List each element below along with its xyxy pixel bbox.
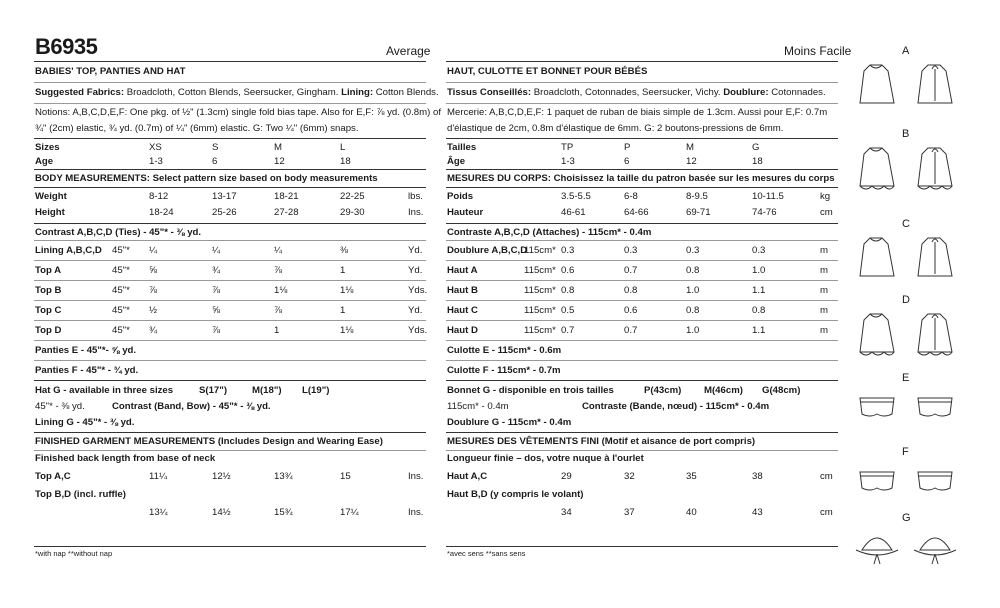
size-1: P (624, 142, 631, 153)
height-3: 29-30 (340, 207, 365, 218)
view-c-sketch (852, 230, 982, 286)
top-bd-value: 34 (561, 507, 572, 518)
panties-e-row (446, 341, 838, 361)
yardage-row (34, 321, 426, 341)
yardage-value: 1 (274, 325, 280, 336)
yardage-unit: m (820, 245, 828, 256)
weight-height-row (446, 188, 838, 224)
panties-e-row (34, 341, 426, 361)
notions-line-2: ¾" (2cm) elastic, ¾ yd. (0.7m) of ¼" (6mm) elastic. G: Two ¼" (6mm) snaps. (35, 123, 359, 134)
panties-f-row (446, 361, 838, 381)
weight-2: 8-9.5 (686, 191, 708, 202)
yardage-row (446, 301, 838, 321)
body-measurements-heading: MESURES DU CORPS: Choisissez la taille du patron basée sur les mesures du corps (447, 173, 835, 184)
fabric-width: 115cm* (524, 305, 556, 316)
yardage-value: 0.6 (561, 265, 575, 276)
size-0: XS (149, 142, 162, 153)
fabrics-label: Suggested Fabrics: (35, 87, 125, 98)
hat-row (34, 381, 426, 433)
panties-e: Panties E - 45"*- ⅝ yd. (35, 345, 137, 356)
fabrics-label: Tissus Conseillés: (447, 87, 532, 98)
yardage-value: 1⅛ (340, 285, 354, 296)
fabrics-line (447, 87, 826, 98)
hat-contrast: Contrast (Band, Bow) - 45"* - ⅜ yd. (112, 401, 271, 412)
weight-1: 6-8 (624, 191, 638, 202)
view-letter: A (902, 45, 910, 57)
yardage-unit: Yd. (408, 245, 423, 256)
section-title: HAUT, CULOTTE ET BONNET POUR BÉBÉS (447, 66, 648, 77)
top-bd-value: 37 (624, 507, 635, 518)
hat-g-label: Bonnet G - disponible en trois tailles (447, 385, 614, 396)
notions-row (446, 104, 838, 139)
yardage-value: ⅞ (212, 285, 221, 296)
finished-heading: FINISHED GARMENT MEASUREMENTS (Includes Design and Wearing Ease) (35, 436, 383, 447)
lining-g: Lining G - 45"* - ⅜ yd. (35, 417, 135, 428)
body-meas-row (34, 170, 426, 188)
age-2: 12 (274, 156, 285, 167)
yardage-value: ⅞ (149, 285, 158, 296)
top-bd-value: 43 (752, 507, 763, 518)
notions-line-1: Notions: A,B,C,D,E,F: One pkg. of ½" (1.3cm) single fold bias tape. Also for E,F: ⅞ yd. (0.8m) of (35, 107, 441, 118)
hat-size: G(48cm) (762, 385, 801, 396)
top-bd-label: Top B,D (incl. ruffle) (35, 489, 126, 500)
top-ac-label: Haut A,C (447, 471, 488, 482)
yardage-value: 1⅛ (274, 285, 288, 296)
yardage-value: 0.5 (561, 305, 575, 316)
height-1: 64-66 (624, 207, 649, 218)
french-column (446, 61, 838, 547)
sizes-label: Sizes (35, 142, 60, 153)
size-3: G (752, 142, 760, 153)
pattern-code: B6935 (35, 34, 98, 59)
yardage-row (34, 261, 426, 281)
view-b-sketch (852, 140, 982, 196)
yardage-label: Haut D (447, 325, 478, 336)
yardage-value: 0.3 (624, 245, 638, 256)
weight-3: 22-25 (340, 191, 365, 202)
weight-0: 3.5-5.5 (561, 191, 591, 202)
lining-text: Cotton Blends. (373, 87, 439, 98)
height-2: 69-71 (686, 207, 711, 218)
view-a-sketch (852, 57, 982, 113)
age-2: 12 (686, 156, 697, 167)
size-2: M (274, 142, 282, 153)
body-measurements-heading: BODY MEASUREMENTS: Select pattern size based on body measurements (35, 173, 378, 184)
notions-line-1: Mercerie: A,B,C,D,E,F: 1 paquet de ruban de biais simple de 1.3cm. Aussi pour E,F: 0.7m (447, 107, 828, 118)
weight-unit: lbs. (408, 191, 423, 202)
view-letter: B (902, 128, 910, 140)
height-0: 46-61 (561, 207, 586, 218)
yardage-value: 1.0 (752, 265, 766, 276)
yardage-value: ¼ (274, 245, 283, 256)
view-letter: F (902, 446, 909, 458)
height-2: 27-28 (274, 207, 299, 218)
fabric-width: 45"* (112, 325, 130, 336)
contrast-line: Contrast A,B,C,D (Ties) - 45"* - ⅜ yd. (35, 227, 202, 238)
yardage-value: ¼ (212, 245, 221, 256)
height-unit: cm (820, 207, 833, 218)
yardage-value: 1 (340, 305, 346, 316)
yardage-label: Top A (35, 265, 62, 276)
finished-meas-row (446, 451, 838, 547)
yardage-value: 0.8 (752, 305, 766, 316)
hat-contrast: Contraste (Bande, nœud) - 115cm* - 0.4m (582, 401, 770, 412)
sizes-row (446, 139, 838, 170)
hat-fabric: 45"* - ⅜ yd. (35, 401, 85, 412)
yardage-row (34, 241, 426, 261)
yardage-label: Haut B (447, 285, 478, 296)
yardage-value: 0.3 (686, 245, 700, 256)
hat-fabric: 115cm* - 0.4m (447, 401, 509, 412)
difficulty-level-fr: Moins Facile (784, 44, 852, 58)
yardage-unit: m (820, 265, 828, 276)
hat-row (446, 381, 838, 433)
yardage-value: 0.8 (561, 285, 575, 296)
hat-size: M(18") (252, 385, 282, 396)
yardage-value: ⅞ (212, 325, 221, 336)
yardage-value: 1.1 (752, 325, 766, 336)
yardage-row (446, 261, 838, 281)
size-1: S (212, 142, 219, 153)
top-ac-value: 38 (752, 471, 763, 482)
yardage-row (34, 301, 426, 321)
top-ac-unit: cm (820, 471, 833, 482)
yardage-label: Top C (35, 305, 62, 316)
fabrics-row (34, 83, 439, 104)
yardage-value: ¾ (212, 265, 221, 276)
fabric-width: 115cm* (524, 245, 556, 256)
top-ac-value: 13¾ (274, 471, 293, 482)
title-row (446, 61, 838, 83)
fabric-width: 45"* (112, 305, 130, 316)
fabrics-row (446, 83, 838, 104)
top-ac-label: Top A,C (35, 471, 71, 482)
yardage-unit: Yd. (408, 265, 423, 276)
yardage-value: ¾ (149, 325, 158, 336)
top-ac-value: 32 (624, 471, 635, 482)
height-0: 18-24 (149, 207, 174, 218)
footnote-fr: *avec sens **sans sens (447, 549, 526, 558)
yardage-value: ¼ (149, 245, 158, 256)
top-bd-label: Haut B,D (y compris le volant) (447, 489, 584, 500)
fabrics-text: Broadcloth, Cotton Blends, Seersucker, Gingham. (124, 87, 342, 98)
height-label: Hauteur (447, 207, 484, 218)
age-label: Âge (447, 156, 466, 167)
yardage-value: 1.0 (686, 285, 700, 296)
yardage-label: Haut A (447, 265, 478, 276)
height-label: Height (35, 207, 65, 218)
yardage-value: ⅞ (274, 305, 283, 316)
panties-f: Culotte F - 115cm* - 0.7m (447, 365, 561, 376)
contrast-line: Contraste A,B,C,D (Attaches) - 115cm* - 0.4m (447, 227, 652, 238)
yardage-label: Top B (35, 285, 62, 296)
yardage-value: 1.0 (686, 325, 700, 336)
top-bd-value: 13¼ (149, 507, 168, 518)
age-3: 18 (340, 156, 351, 167)
weight-3: 10-11.5 (752, 191, 784, 202)
weight-2: 18-21 (274, 191, 299, 202)
height-3: 74-76 (752, 207, 777, 218)
yardage-label: Haut C (447, 305, 478, 316)
section-title: BABIES' TOP, PANTIES AND HAT (35, 66, 186, 77)
hat-size: L(19") (302, 385, 330, 396)
height-unit: Ins. (408, 207, 424, 218)
top-ac-value: 29 (561, 471, 572, 482)
fabric-width: 45"* (112, 285, 130, 296)
age-0: 1-3 (561, 156, 575, 167)
top-bd-value: 40 (686, 507, 697, 518)
yardage-value: ½ (149, 305, 158, 316)
fabric-width: 115cm* (524, 325, 556, 336)
view-g-sketch (852, 524, 982, 580)
height-1: 25-26 (212, 207, 237, 218)
weight-label: Weight (35, 191, 67, 202)
yardage-value: 1.1 (752, 285, 766, 296)
lining-label: Doublure: (723, 87, 769, 98)
finished-meas-row (34, 451, 426, 547)
yardage-value: ⅝ (149, 265, 158, 276)
yardage-row (34, 281, 426, 301)
weight-unit: kg (820, 191, 831, 202)
yardage-value: 0.8 (686, 265, 700, 276)
yardage-value: 0.3 (561, 245, 575, 256)
view-letter: C (902, 218, 910, 230)
weight-height-row (34, 188, 426, 224)
top-bd-value: 15¾ (274, 507, 293, 518)
fabric-width: 115cm* (524, 285, 556, 296)
top-bd-unit: Ins. (408, 507, 424, 518)
yardage-unit: m (820, 285, 828, 296)
yardage-unit: Yds. (408, 325, 428, 336)
fabric-width: 45"* (112, 245, 130, 256)
finished-row (446, 433, 838, 451)
top-bd-value: 14½ (212, 507, 231, 518)
yardage-value: 0.8 (624, 285, 638, 296)
hat-size: S(17") (199, 385, 228, 396)
yardage-label: Lining A,B,C,D (35, 245, 102, 256)
finished-row (34, 433, 426, 451)
view-letter: E (902, 372, 910, 384)
yardage-value: 0.6 (624, 305, 638, 316)
top-ac-value: 35 (686, 471, 697, 482)
view-letter: D (902, 294, 910, 306)
sizes-row (34, 139, 426, 170)
top-ac-value: 12½ (212, 471, 231, 482)
yardage-unit: Yds. (408, 285, 428, 296)
lining-label: Lining: (341, 87, 374, 98)
yardage-unit: m (820, 325, 828, 336)
yardage-value: 0.8 (686, 305, 700, 316)
age-1: 6 (624, 156, 630, 167)
english-column (34, 61, 441, 547)
sizes-label: Tailles (447, 142, 477, 153)
contrast-row (446, 224, 838, 241)
weight-0: 8-12 (149, 191, 169, 202)
contrast-row (34, 224, 426, 241)
top-ac-value: 11¼ (149, 471, 167, 482)
title-row (34, 61, 426, 83)
yardage-value: 1 (340, 265, 346, 276)
yardage-value: 0.3 (752, 245, 766, 256)
size-2: M (686, 142, 694, 153)
difficulty-level-en: Average (386, 44, 431, 58)
view-e-sketch (852, 384, 982, 440)
notions-row (34, 104, 441, 139)
yardage-value: ⅜ (340, 245, 349, 256)
body-meas-row (446, 170, 838, 188)
panties-f-row (34, 361, 426, 381)
size-0: TP (561, 142, 574, 153)
lining-text: Cotonnades. (768, 87, 826, 98)
age-3: 18 (752, 156, 763, 167)
yardage-row (446, 241, 838, 261)
hat-g-label: Hat G - available in three sizes (35, 385, 174, 396)
size-3: L (340, 142, 346, 153)
finished-back-length: Finished back length from base of neck (35, 453, 216, 464)
view-d-sketch (852, 306, 982, 362)
top-ac-value: 15 (340, 471, 351, 482)
finished-back-length: Longueur finie – dos, votre nuque à l'ourlet (447, 453, 644, 464)
fabric-width: 115cm* (524, 265, 556, 276)
yardage-value: 1⅛ (340, 325, 354, 336)
top-bd-value: 17¼ (340, 507, 359, 518)
weight-label: Poids (447, 191, 474, 202)
age-1: 6 (212, 156, 218, 167)
yardage-row (446, 321, 838, 341)
panties-e: Culotte E - 115cm* - 0.6m (447, 345, 562, 356)
view-letter: G (902, 512, 911, 524)
notions-line-2: d'élastique de 2cm, 0.8m d'élastique de 6mm. G: 2 boutons-pressions de 6mm. (447, 123, 784, 134)
yardage-unit: m (820, 305, 828, 316)
footnote-en: *with nap **without nap (35, 549, 113, 558)
yardage-value: 0.7 (624, 325, 638, 336)
yardage-unit: Yd. (408, 305, 423, 316)
hat-size: P(43cm) (644, 385, 682, 396)
yardage-value: ⅞ (274, 265, 283, 276)
panties-f: Panties F - 45"* - ¾ yd. (35, 365, 139, 376)
yardage-label: Doublure A,B,C,D (447, 245, 528, 256)
fabrics-line (35, 87, 439, 98)
yardage-label: Top D (35, 325, 62, 336)
hat-size: M(46cm) (704, 385, 743, 396)
age-label: Age (35, 156, 54, 167)
yardage-value: ⅝ (212, 305, 221, 316)
finished-heading: MESURES DES VÊTEMENTS FINI (Motif et aisance de port compris) (447, 436, 756, 447)
fabric-width: 45"* (112, 265, 130, 276)
yardage-value: 0.7 (561, 325, 575, 336)
top-ac-unit: Ins. (408, 471, 424, 482)
top-bd-unit: cm (820, 507, 833, 518)
yardage-value: 0.7 (624, 265, 638, 276)
lining-g: Doublure G - 115cm* - 0.4m (447, 417, 572, 428)
fabrics-text: Broadcloth, Cotonnades, Seersucker, Vichy. (531, 87, 724, 98)
weight-1: 13-17 (212, 191, 237, 202)
age-0: 1-3 (149, 156, 163, 167)
view-f-sketch (852, 458, 982, 514)
yardage-row (446, 281, 838, 301)
